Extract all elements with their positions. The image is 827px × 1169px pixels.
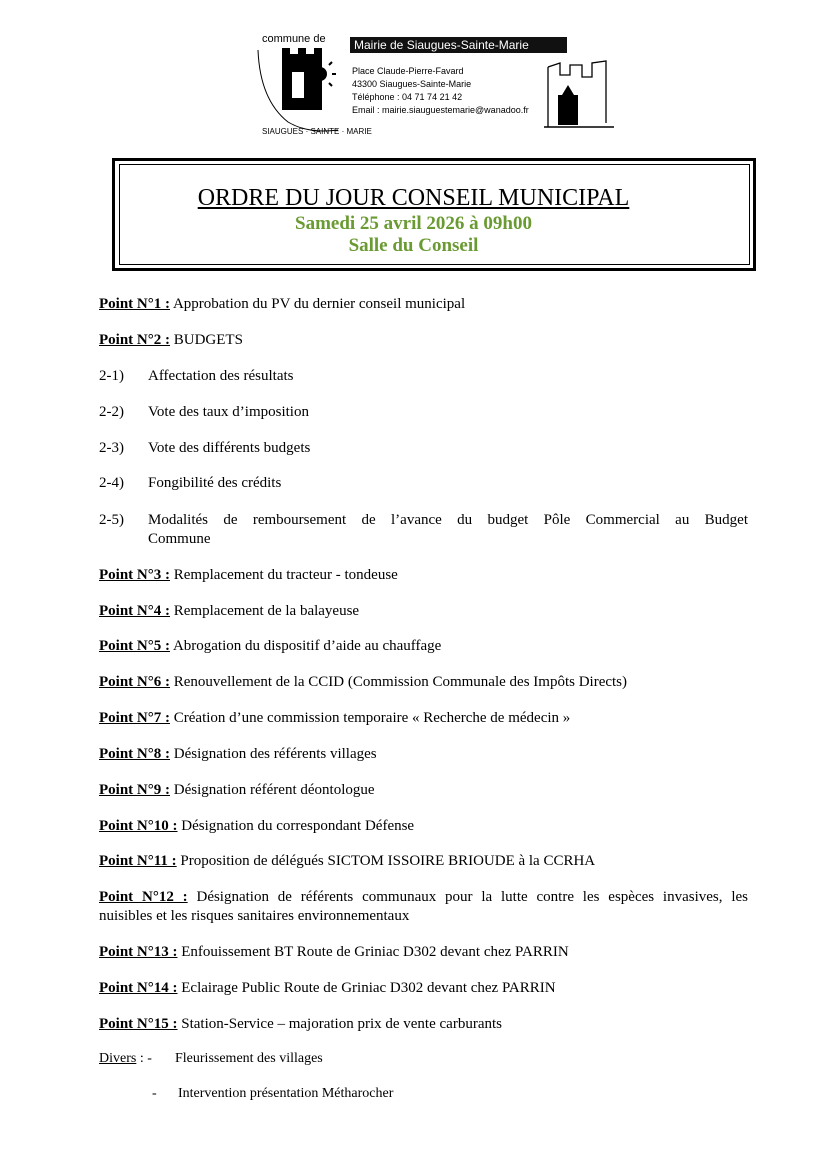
point-label: Point N°13 : <box>99 944 178 960</box>
budget-item-text-cont: Commune <box>148 531 211 547</box>
point-label: Point N°11 : <box>99 853 177 869</box>
budget-item-text: Fongibilité des crédits <box>148 475 282 491</box>
agenda-point <box>99 637 441 655</box>
agenda-point <box>99 566 398 584</box>
agenda-point <box>99 888 748 906</box>
agenda-point <box>99 745 377 763</box>
svg-text:SIAUGUES · SAINTE · MARIE: SIAUGUES · SAINTE · MARIE <box>262 127 372 136</box>
point-text: Création d’une commission temporaire « Recherche de médecin » <box>173 710 571 726</box>
divers-section <box>99 1050 152 1067</box>
point-text-cont: nuisibles et les risques sanitaires environnementaux <box>99 908 410 924</box>
point-label: Point N°9 : <box>99 782 170 798</box>
address-line: 43300 Siaugues-Sainte-Marie <box>352 79 472 89</box>
agenda-point <box>99 331 243 349</box>
budget-item-text: Vote des différents budgets <box>148 440 311 456</box>
point-label: Point N°10 : <box>99 818 178 834</box>
agenda-point <box>99 602 359 620</box>
point-text: Eclairage Public Route de Griniac D302 devant chez PARRIN <box>181 980 556 996</box>
point-text: Approbation du PV du dernier conseil municipal <box>172 296 466 312</box>
point-text: Proposition de délégués SICTOM ISSOIRE BRIOUDE à la CCRHA <box>180 853 596 869</box>
budget-item-text: Affectation des résultats <box>148 368 294 384</box>
agenda-point <box>99 852 595 870</box>
budget-item-text: Vote des taux d’imposition <box>148 404 309 420</box>
agenda-point <box>99 295 465 313</box>
castle-drawing <box>540 55 615 130</box>
meeting-room: Salle du Conseil <box>348 235 479 256</box>
budget-item-number: 2-2) <box>99 404 124 420</box>
point-text: Renouvellement de la CCID (Commission Communale des Impôts Directs) <box>173 674 628 690</box>
budget-item-number: 2-5) <box>99 512 124 528</box>
point-text: Désignation des référents villages <box>173 746 377 762</box>
agenda-point <box>99 673 627 691</box>
logo-commune-label: commune de <box>262 33 326 45</box>
point-label: Point N°2 : <box>99 332 170 348</box>
point-label: Point N°5 : <box>99 638 170 654</box>
point-label: Point N°4 : <box>99 603 170 619</box>
point-label: Point N°3 : <box>99 567 170 583</box>
commune-logo <box>248 30 372 140</box>
point-text: Station-Service – majoration prix de vente carburants <box>181 1016 502 1032</box>
point-label: Point N°12 : <box>99 889 188 905</box>
point-text: Abrogation du dispositif d’aide au chauffage <box>172 638 442 654</box>
point-label: Point N°7 : <box>99 710 170 726</box>
point-label: Point N°8 : <box>99 746 170 762</box>
point-text: BUDGETS <box>173 332 243 348</box>
point-text: Désignation du correspondant Défense <box>181 818 415 834</box>
email-line: Email : mairie.siauguestemarie@wanadoo.fr <box>352 105 529 115</box>
point-text: Remplacement du tracteur - tondeuse <box>173 567 398 583</box>
point-text: Enfouissement BT Route de Griniac D302 devant chez PARRIN <box>181 944 569 960</box>
budget-item-number: 2-4) <box>99 475 124 491</box>
page-title: ORDRE DU JOUR CONSEIL MUNICIPAL <box>197 185 630 211</box>
divers-dash: - <box>152 1086 157 1101</box>
agenda-point <box>99 709 570 727</box>
divers-item: Intervention présentation Métharocher <box>178 1086 394 1101</box>
agenda-point <box>99 817 414 835</box>
point-text: Désignation de référents communaux pour la lutte contre les espèces invasives, les <box>196 889 748 905</box>
budget-item-number: 2-3) <box>99 440 124 456</box>
mairie-name: Mairie de Siaugues-Sainte-Marie <box>350 37 567 53</box>
divers-label: Divers <box>99 1051 137 1066</box>
meeting-date: Samedi 25 avril 2026 à 09h00 <box>295 213 532 234</box>
point-text: Remplacement de la balayeuse <box>173 603 360 619</box>
agenda-point <box>99 1015 502 1033</box>
divers-item: Fleurissement des villages <box>175 1051 323 1066</box>
agenda-point <box>99 781 375 799</box>
budget-item-number: 2-1) <box>99 368 124 384</box>
agenda-point <box>99 943 569 961</box>
point-label: Point N°15 : <box>99 1016 178 1032</box>
agenda-point <box>99 979 556 997</box>
point-label: Point N°1 : <box>99 296 170 312</box>
point-text: Désignation référent déontologue <box>173 782 375 798</box>
budget-item-text: Modalités de remboursement de l’avance du budget Pôle Commercial au Budget <box>148 512 748 528</box>
point-label: Point N°6 : <box>99 674 170 690</box>
phone-line: Téléphone : 04 71 74 21 42 <box>352 92 463 102</box>
address-line: Place Claude-Pierre-Favard <box>352 66 464 76</box>
divers-sep: : - <box>136 1051 152 1066</box>
point-label: Point N°14 : <box>99 980 178 996</box>
